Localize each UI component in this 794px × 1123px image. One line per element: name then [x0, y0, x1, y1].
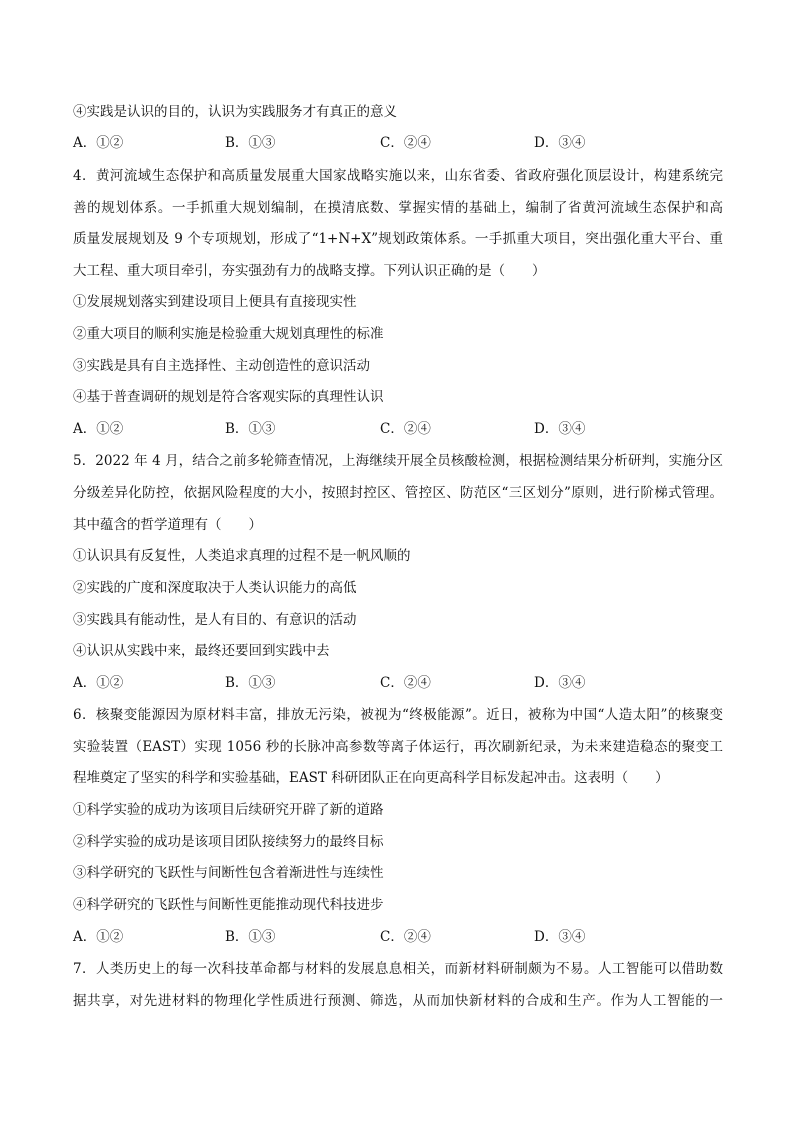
q5-stem-line: 5．2022 年 4 月，结合之前多轮筛查情况，上海继续开展全员核酸检测，根据检测结果分析研判，实施分区: [73, 453, 723, 469]
q6-stem-line: 实验装置（EAST）实现 1056 秒的长脉冲高参数等离子体运行，再次刷新纪录，为未来建造稳态的聚变工: [73, 739, 723, 755]
q4-option-a: A．①②: [73, 421, 124, 437]
q6-statement-3: ③科学研究的飞跃性与间断性包含着渐进性与连续性: [73, 865, 384, 881]
q5-statement-4: ④认识从实践中来，最终还要回到实践中去: [73, 643, 330, 659]
q5-statement-2: ②实践的广度和深度取决于人类认识能力的高低: [73, 580, 357, 596]
q5-option-d: D．③④: [534, 675, 586, 691]
q6-option-b: B．①③: [225, 929, 276, 945]
q6-statement-1: ①科学实验的成功为该项目后续研究开辟了新的道路: [73, 802, 384, 818]
q4-stem-line: 善的规划体系。一手抓重大规划编制，在摸清底数、掌握实情的基础上，编制了省黄河流域生态保护和高: [73, 200, 723, 216]
q4-statement-4: ④基于普查调研的规划是符合客观实际的真理性认识: [73, 389, 384, 405]
prev-statement-4: ④实践是认识的目的，认识为实践服务才有真正的意义: [73, 104, 397, 120]
q5-statement-1: ①认识具有反复性，人类追求真理的过程不是一帆风顺的: [73, 548, 411, 564]
q5-stem-line: 其中蕴含的哲学道理有（ ）: [73, 517, 262, 533]
q6-option-c: C．②④: [380, 929, 431, 945]
q5-statement-3: ③实践具有能动性，是人有目的、有意识的活动: [73, 612, 357, 628]
prev-option-b: B．①③: [225, 135, 276, 151]
q5-option-b: B．①③: [225, 675, 276, 691]
prev-option-c: C．②④: [380, 135, 431, 151]
q4-stem-line: 大工程、重大项目牵引，夯实强劲有力的战略支撑。下列认识正确的是（ ）: [73, 263, 546, 279]
q4-option-d: D．③④: [534, 421, 586, 437]
q6-statement-2: ②科学实验的成功是该项目团队接续努力的最终目标: [73, 834, 384, 850]
q4-stem-line: 4．黄河流域生态保护和高质量发展重大国家战略实施以来，山东省委、省政府强化顶层设计，构建系统完: [73, 168, 723, 184]
q4-option-c: C．②④: [380, 421, 431, 437]
q6-statement-4: ④科学研究的飞跃性与间断性更能推动现代科技进步: [73, 897, 384, 913]
q6-option-d: D．③④: [534, 929, 586, 945]
q4-statement-3: ③实践是具有自主选择性、主动创造性的意识活动: [73, 358, 370, 374]
q4-statement-1: ①发展规划落实到建设项目上便具有直接现实性: [73, 294, 357, 310]
prev-option-a: A．①②: [73, 135, 124, 151]
q5-option-a: A．①②: [73, 675, 124, 691]
q6-stem-line: 程堆奠定了坚实的科学和实验基础，EAST 科研团队正在向更高科学目标发起冲击。这表明（ ）: [73, 770, 669, 786]
q6-stem-line: 6．核聚变能源因为原材料丰富，排放无污染，被视为“终极能源”。近日，被称为中国“人造太阳”的核聚变: [73, 707, 723, 723]
prev-option-d: D．③④: [534, 135, 586, 151]
q6-option-a: A．①②: [73, 929, 124, 945]
q4-stem-line: 质量发展规划及 9 个专项规划，形成了“1+N+X”规划政策体系。一手抓重大项目，突出强化重大平台、重: [73, 231, 723, 247]
q7-stem-line: 据共享，对先进材料的物理化学性质进行预测、筛选，从而加快新材料的合成和生产。作为人工智能的一: [73, 993, 723, 1009]
q4-option-b: B．①③: [225, 421, 276, 437]
q4-statement-2: ②重大项目的顺利实施是检验重大规划真理性的标准: [73, 326, 384, 342]
q7-stem-line: 7．人类历史上的每一次科技革命都与材料的发展息息相关，而新材料研制颇为不易。人工智能可以借助数: [73, 961, 723, 977]
q5-stem-line: 分级差异化防控，依据风险程度的大小，按照封控区、管控区、防范区“三区划分”原则，进行阶梯式管理。: [73, 485, 723, 501]
q5-option-c: C．②④: [380, 675, 431, 691]
